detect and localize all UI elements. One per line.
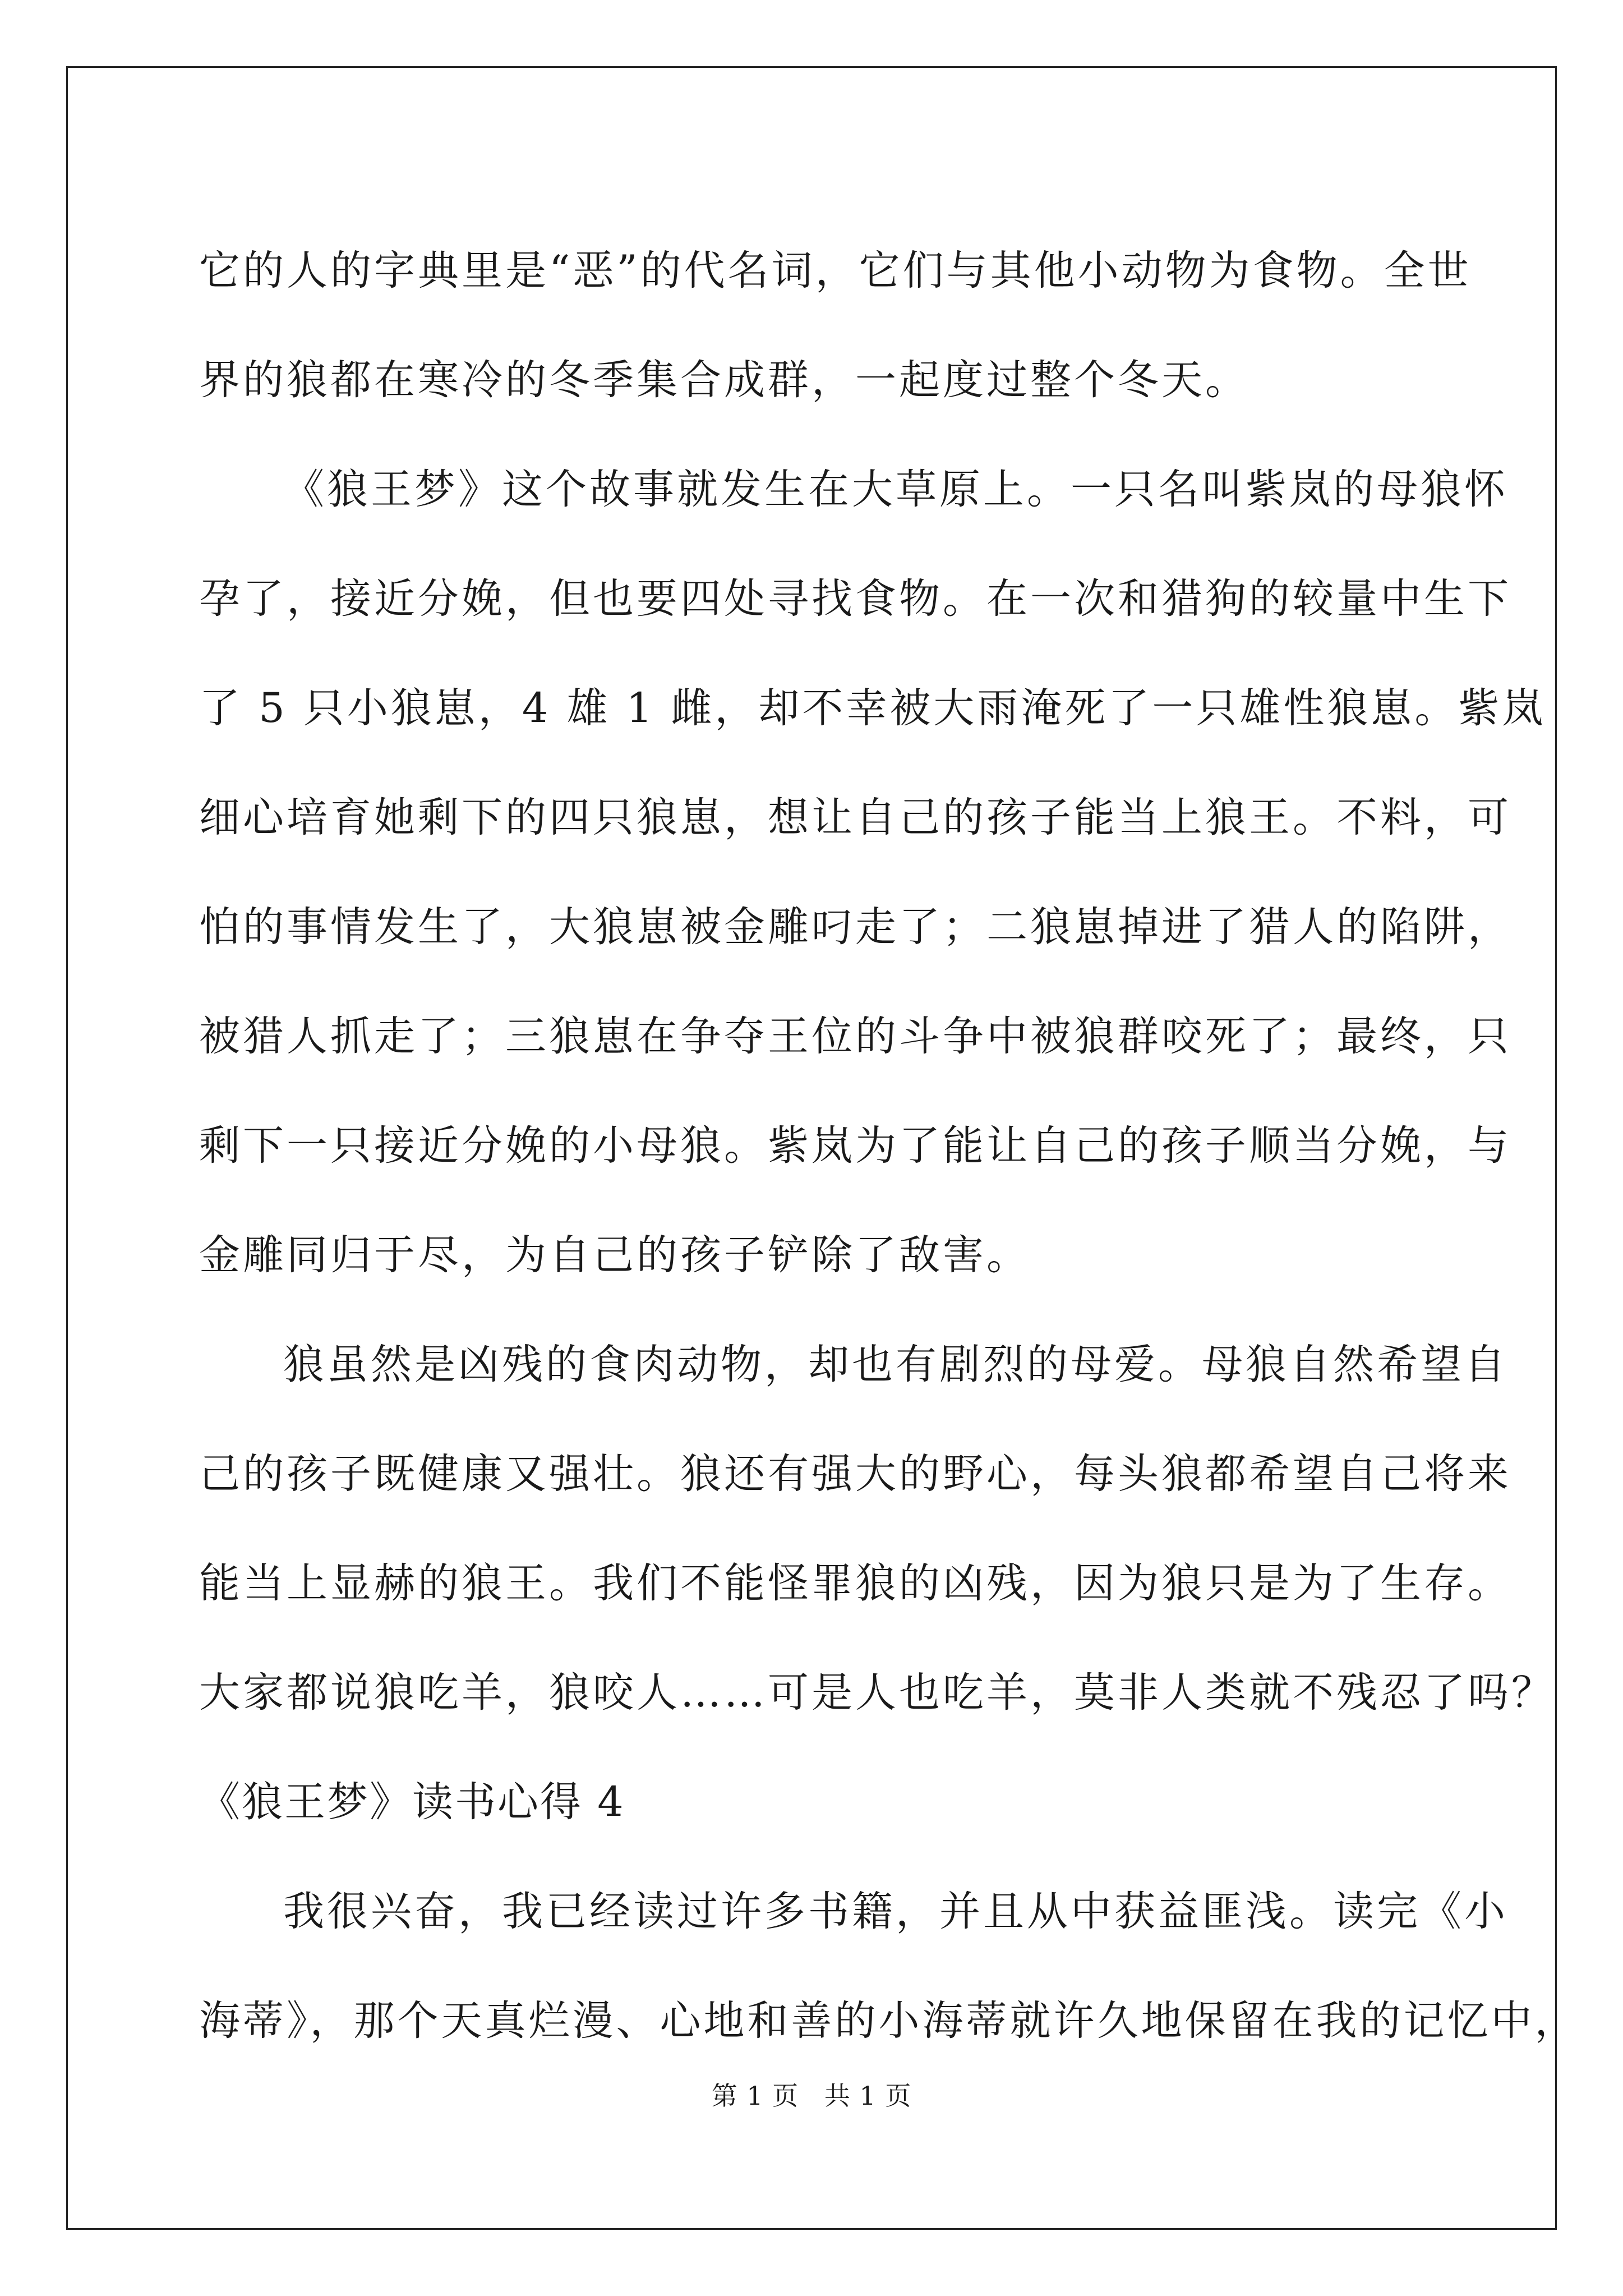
page-footer (0, 2076, 1623, 2113)
text-line: 被猎人抓走了；三狼崽在争夺王位的斗争中被狼群咬死了；最终，只 (199, 1013, 1511, 1060)
text-line: 剩下一只接近分娩的小母狼。紫岚为了能让自己的孩子顺当分娩，与 (199, 1122, 1511, 1170)
text-line: 怕的事情发生了，大狼崽被金雕叼走了；二狼崽掉进了猎人的陷阱， (199, 903, 1511, 951)
text-line: 细心培育她剩下的四只狼崽，想让自己的孩子能当上狼王。不料，可 (199, 794, 1511, 841)
paragraph-start-line: 狼虽然是凶残的食肉动物，却也有剧烈的母爱。母狼自然希望自 (283, 1341, 1508, 1388)
text-line: 金雕同归于尽，为自己的孩子铲除了敌害。 (199, 1231, 1030, 1279)
text-line: 了 5 只小狼崽，4 雄 1 雌，却不幸被大雨淹死了一只雄性狼崽。紫岚 (199, 684, 1546, 732)
text-line: 海蒂》，那个天真烂漫、心地和善的小海蒂就许久地保留在我的记忆中， (199, 1997, 1579, 2045)
section-heading: 《狼王梦》读书心得 4 (199, 1778, 625, 1826)
text-line: 它的人的字典里是“恶”的代名词，它们与其他小动物为食物。全世 (199, 247, 1472, 295)
text-line: 孕了，接近分娩，但也要四处寻找食物。在一次和猎狗的较量中生下 (199, 575, 1511, 623)
paragraph-start-line: 我很兴奋，我已经读过许多书籍，并且从中获益匪浅。读完《小 (283, 1888, 1508, 1935)
text-line: 界的狼都在寒冷的冬季集合成群，一起度过整个冬天。 (199, 356, 1249, 404)
text-line: 大家都说狼吃羊，狼咬人……可是人也吃羊，莫非人类就不残忍了吗？ (199, 1669, 1555, 1717)
page-total: 共 1 页 (824, 2081, 912, 2111)
text-line: 己的孩子既健康又强壮。狼还有强大的野心，每头狼都希望自己将来 (199, 1450, 1511, 1498)
document-body (199, 216, 1579, 2076)
page-number: 第 1 页 (711, 2081, 799, 2111)
text-line: 能当上显赫的狼王。我们不能怪罪狼的凶残，因为狼只是为了生存。 (199, 1559, 1511, 1607)
paragraph-start-line: 《狼王梦》这个故事就发生在大草原上。一只名叫紫岚的母狼怀 (283, 466, 1508, 513)
